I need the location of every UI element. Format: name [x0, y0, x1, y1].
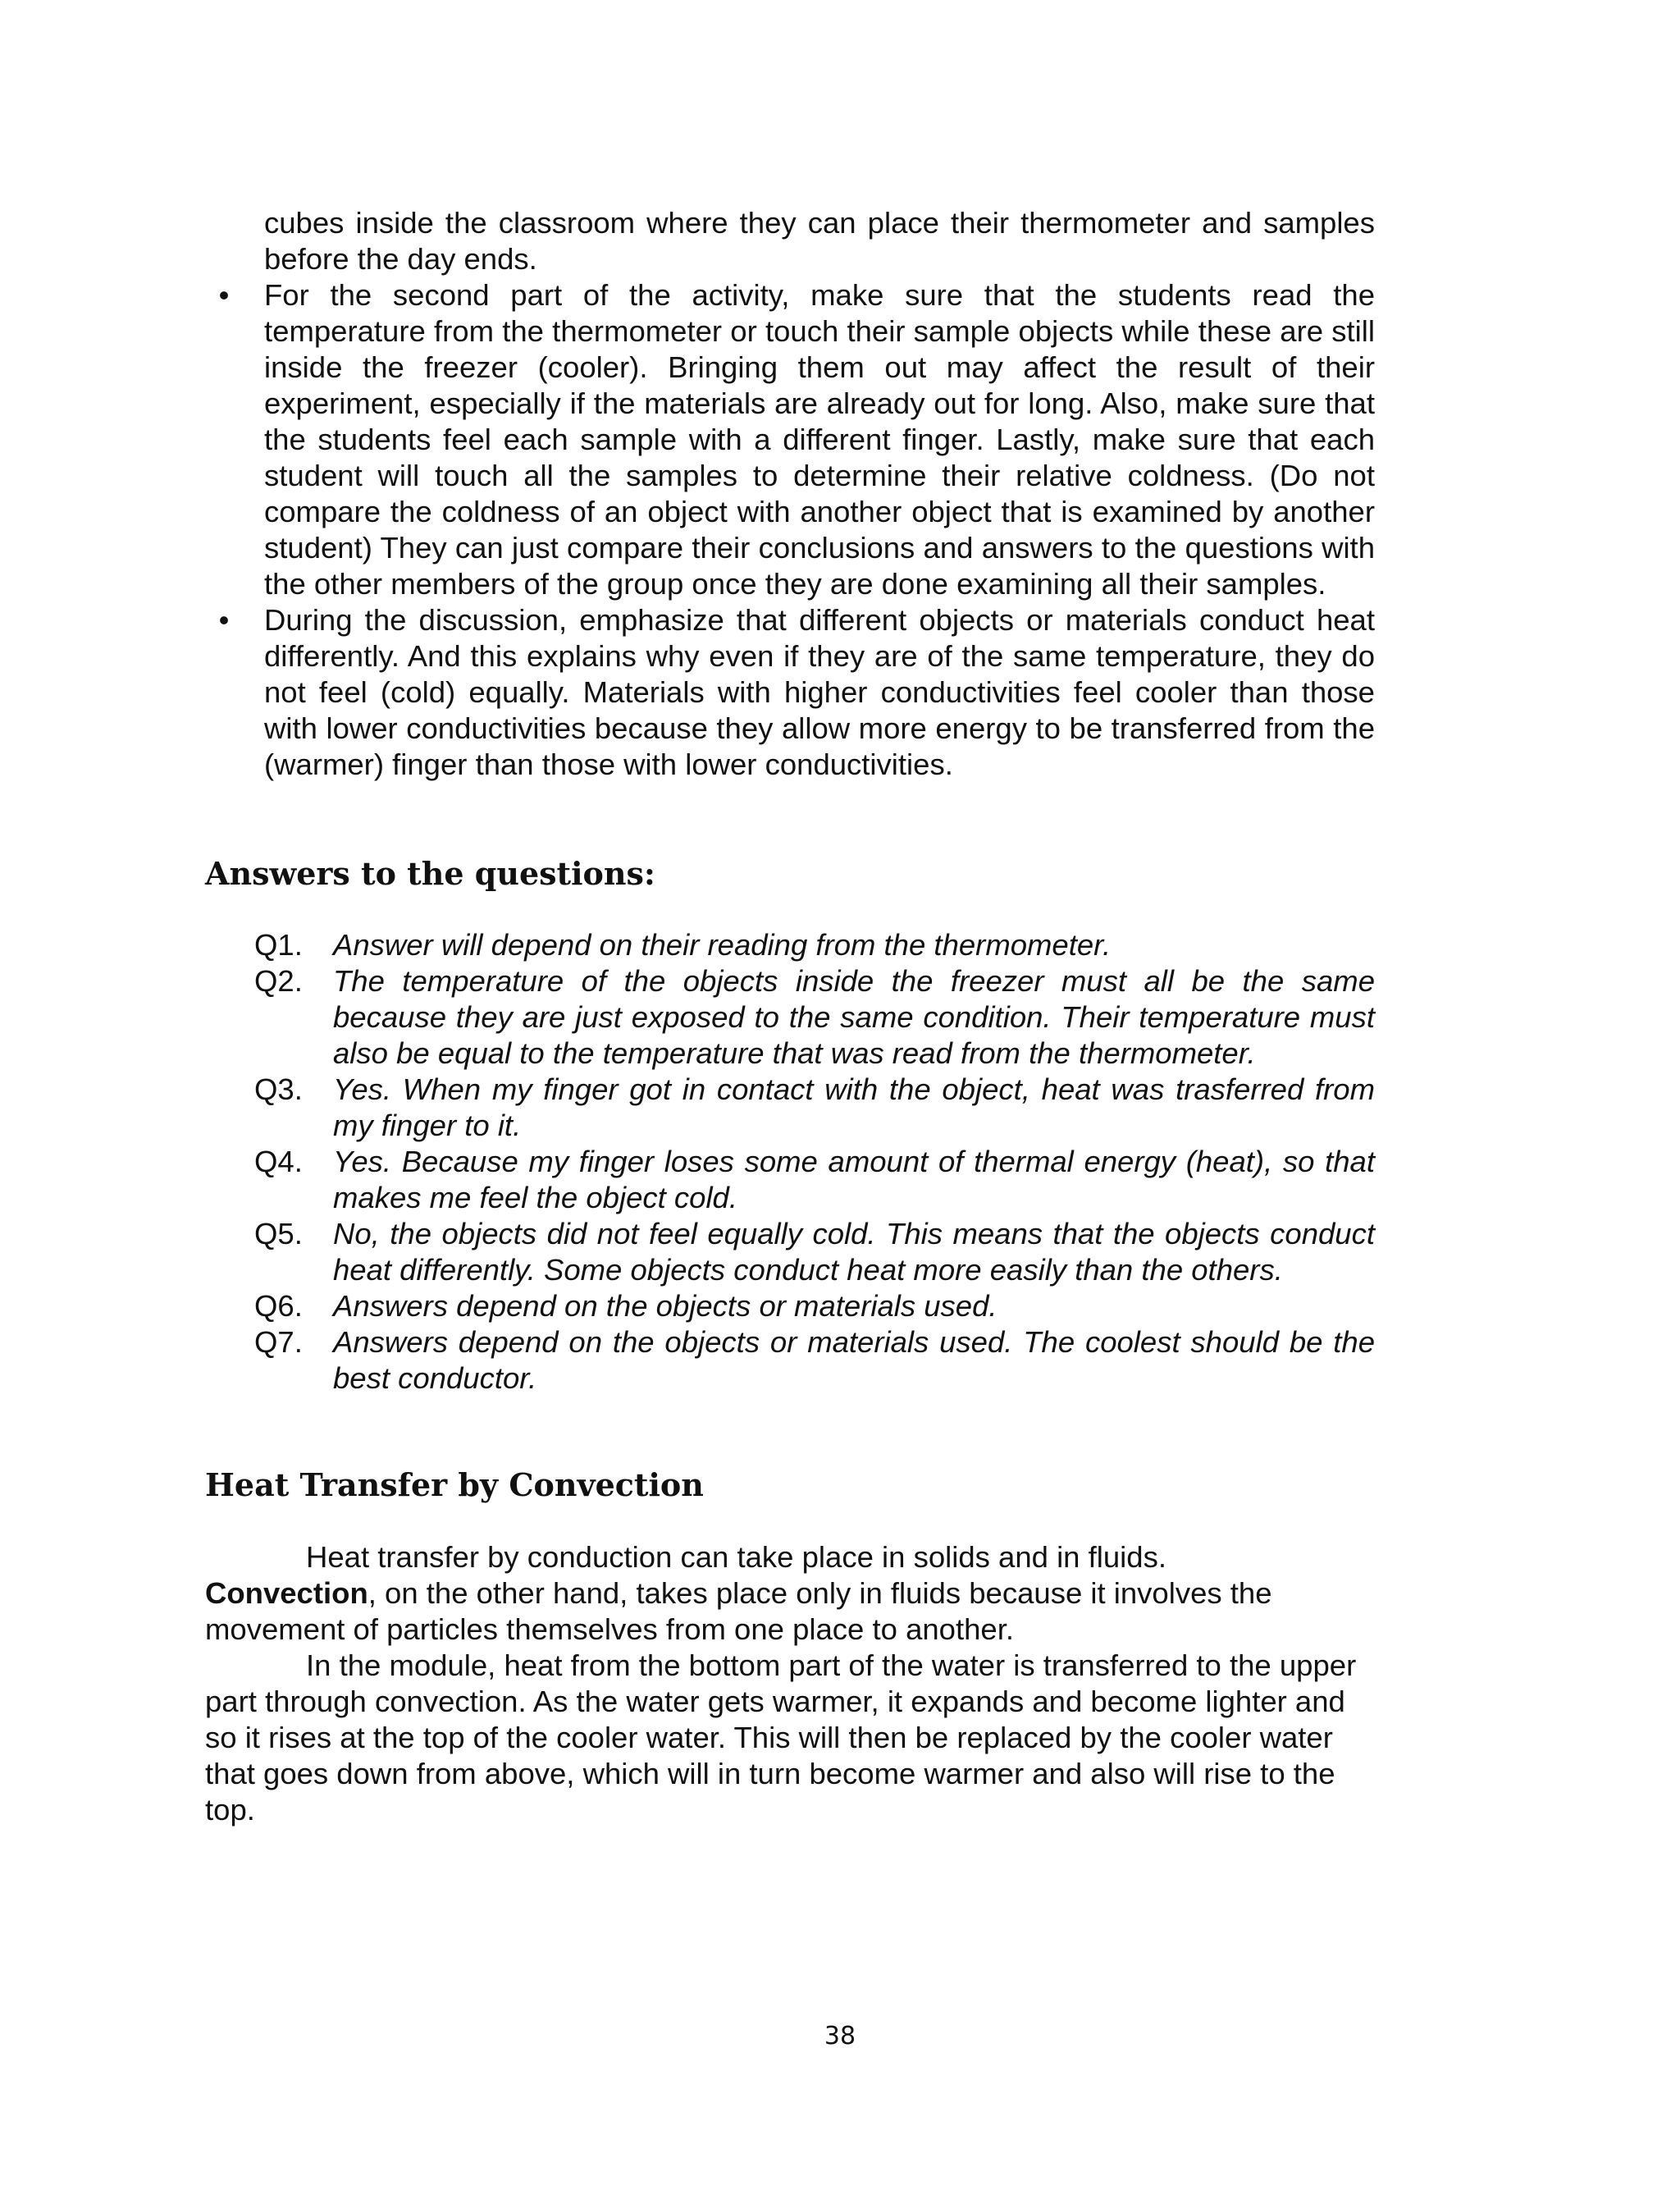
answers-heading: Answers to the questions:: [205, 855, 655, 892]
paragraph-text: Heat transfer by conduction can take place in solids and in fluids.: [306, 1540, 1166, 1574]
question-number: Q5.: [254, 1217, 303, 1250]
page-number: 38: [824, 2022, 856, 2051]
answer-item: [254, 1324, 1375, 1397]
answers-list: [254, 927, 1375, 1397]
answer-text: The temperature of the objects inside the freezer must all be the same because they are just exposed to the same condition. Their temperature must also be equal to the temperature that was read from the thermometer.: [333, 964, 1375, 1070]
convection-heading: Heat Transfer by Convection: [205, 1466, 704, 1503]
continuation-paragraph: cubes inside the classroom where they can place their thermometer and samples before the day ends.: [264, 206, 1375, 276]
key-term: Convection: [205, 1576, 368, 1610]
answer-item: [254, 963, 1375, 1072]
list-item: [203, 602, 1375, 783]
question-number: Q3.: [254, 1072, 303, 1106]
answer-text: No, the objects did not feel equally cold. This means that the objects conduct heat differently. Some objects conduct heat more easily than the others.: [333, 1217, 1375, 1287]
teaching-notes-list: [203, 205, 1375, 783]
list-item: [203, 277, 1375, 602]
answer-text: Yes. When my finger got in contact with the object, heat was trasferred from my finger to it.: [333, 1072, 1375, 1142]
answer-text: Yes. Because my finger loses some amount of thermal energy (heat), so that makes me feel the object cold.: [333, 1145, 1375, 1214]
list-item-text: For the second part of the activity, make sure that the students read the temperature from the thermometer or touch their sample objects while these are still inside the freezer (cooler). Bringing them out may affect the result of their experiment, especially if the materials are already out for long. Also, make sure that the students feel each sample with a different finger. Lastly, make sure that each student will touch all the samples to determine their relative coldness. (Do not compare the coldness of an object with another object that is examined by another student) They can just compare their conclusions and answers to the questions with the other members of the group once they are done examining all their samples.: [264, 278, 1375, 601]
question-number: Q4.: [254, 1145, 303, 1178]
answer-text: Answers depend on the objects or materials used.: [333, 1289, 998, 1323]
answer-item: [254, 1216, 1375, 1288]
answer-item: [254, 1144, 1375, 1216]
bullet-icon: •: [218, 278, 230, 312]
convection-paragraph: [205, 1539, 1370, 1648]
list-item-text: During the discussion, emphasize that different objects or materials conduct heat differently. And this explains why even if they are of the same temperature, they do not feel (cold) equally. Materials with higher conductivities feel cooler than those with lower conductivities because they allow more energy to be transferred from the (warmer) finger than those with lower conductivities.: [264, 603, 1375, 781]
answer-text: Answer will depend on their reading from the thermometer.: [333, 928, 1112, 962]
answer-item: [254, 1072, 1375, 1144]
convection-body: [205, 1539, 1370, 1828]
question-number: Q7.: [254, 1325, 303, 1359]
answer-item: [254, 927, 1375, 963]
paragraph-text: , on the other hand, takes place only in fluids because it involves the movement of particles themselves from one place to another.: [205, 1576, 1272, 1646]
convection-paragraph: In the module, heat from the bottom part of the water is transferred to the upper part through convection. As the water gets warmer, it expands and become lighter and so it rises at the top of the cooler water. This will then be replaced by the cooler water that goes down from above, which will in turn become warmer and also will rise to the top.: [205, 1648, 1357, 1827]
answer-item: [254, 1288, 1375, 1324]
question-number: Q2.: [254, 964, 303, 998]
answer-text: Answers depend on the objects or materials used. The coolest should be the best conductor.: [333, 1325, 1375, 1395]
bullet-icon: •: [218, 603, 230, 637]
question-number: Q1.: [254, 928, 303, 962]
question-number: Q6.: [254, 1289, 303, 1323]
